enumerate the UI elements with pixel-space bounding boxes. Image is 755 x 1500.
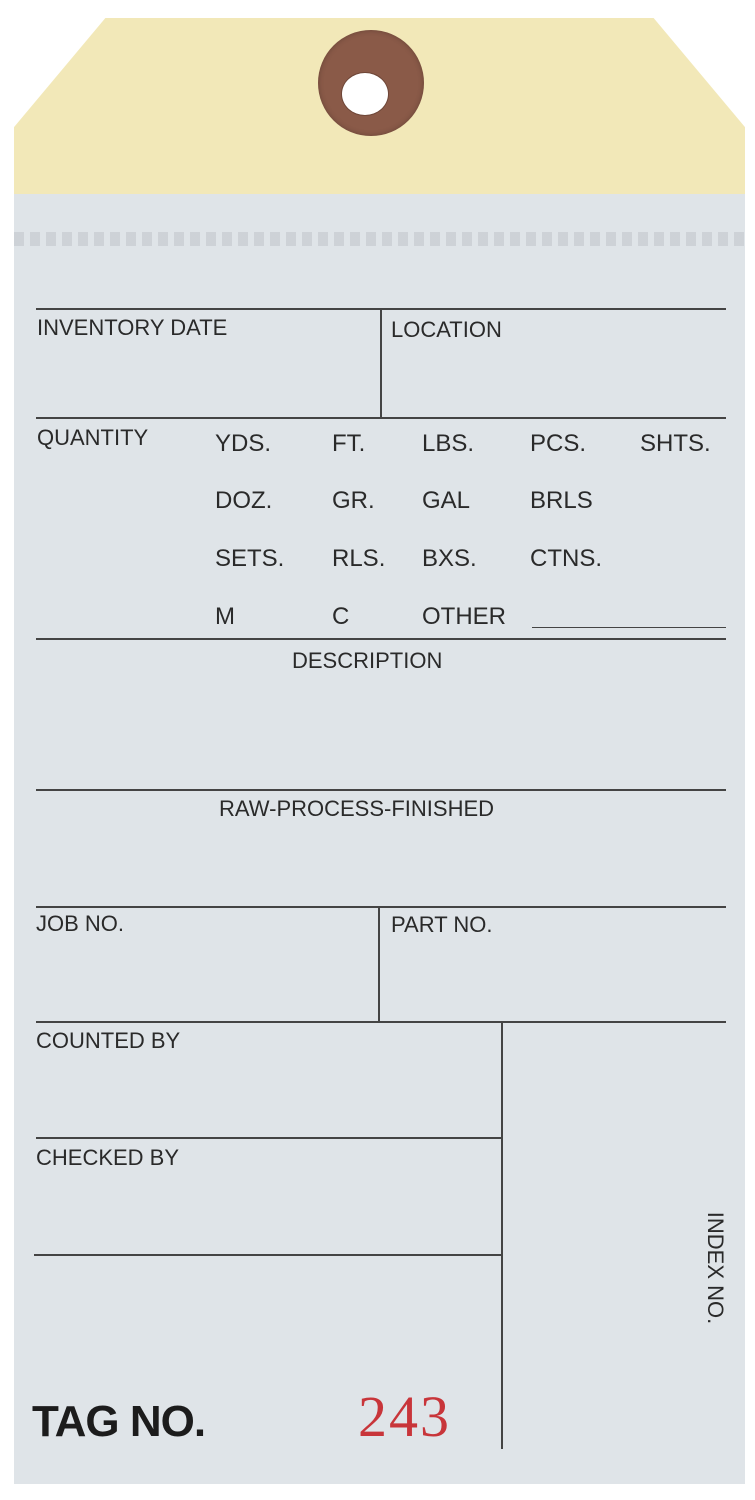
- string-hole: [341, 72, 389, 116]
- raw-process-finished-label: RAW-PROCESS-FINISHED: [219, 796, 495, 821]
- unit-c: C: [332, 603, 350, 630]
- unit-doz: DOZ.: [215, 487, 273, 514]
- unit-shts: SHTS.: [640, 430, 711, 457]
- rule-after-description: [36, 789, 726, 791]
- rule-other-blank: [532, 627, 726, 628]
- part-no-label: PART NO.: [391, 912, 493, 937]
- unit-gal: GAL: [422, 487, 471, 514]
- perforation-strip: [14, 232, 745, 246]
- description-label: DESCRIPTION: [292, 648, 443, 673]
- unit-ctns: CTNS.: [530, 545, 602, 572]
- tag-no-label: TAG NO.: [32, 1397, 206, 1446]
- location-label: LOCATION: [391, 317, 502, 342]
- rule-after-counted-by: [36, 1137, 501, 1139]
- unit-brls: BRLS: [530, 487, 593, 514]
- quantity-label: QUANTITY: [37, 425, 149, 450]
- rule-after-raw-process: [36, 906, 726, 908]
- job-no-label: JOB NO.: [36, 911, 125, 936]
- unit-lbs: LBS.: [422, 430, 475, 457]
- rule-date-location-divider: [380, 308, 382, 418]
- unit-m: M: [215, 603, 235, 630]
- unit-gr: GR.: [332, 487, 375, 514]
- unit-rls: RLS.: [332, 545, 386, 572]
- rule-after-job-part: [36, 1021, 726, 1023]
- rule-job-part-divider: [378, 906, 380, 1022]
- rule-after-checked-by: [34, 1254, 501, 1256]
- checked-by-label: CHECKED BY: [36, 1145, 180, 1170]
- unit-yds: YDS.: [215, 430, 272, 457]
- inventory-date-label: INVENTORY DATE: [37, 315, 228, 340]
- unit-ft: FT.: [332, 430, 366, 457]
- rule-after-location: [36, 417, 726, 419]
- unit-bxs: BXS.: [422, 545, 477, 572]
- tag-serial-number: 243: [358, 1384, 451, 1449]
- index-no-label: INDEX NO.: [703, 1211, 728, 1325]
- unit-pcs: PCS.: [530, 430, 587, 457]
- counted-by-label: COUNTED BY: [36, 1028, 181, 1053]
- unit-sets: SETS.: [215, 545, 285, 572]
- rule-after-quantity: [36, 638, 726, 640]
- unit-other: OTHER: [422, 603, 506, 630]
- rule-index-column: [501, 1021, 503, 1449]
